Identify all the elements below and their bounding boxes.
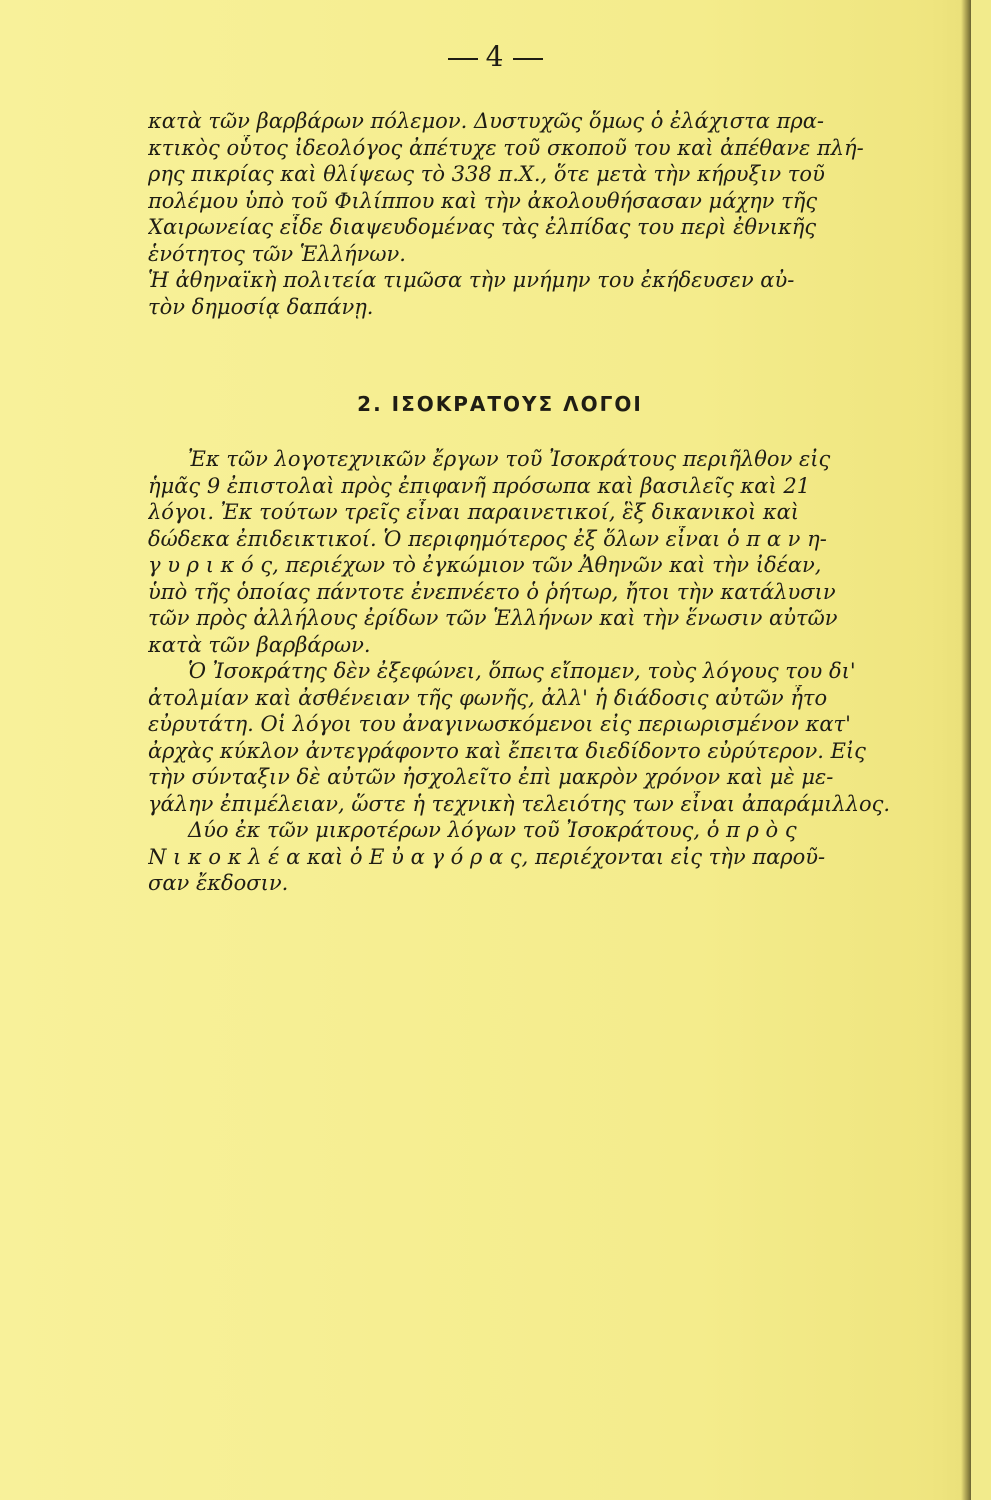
text-line: γ υ ρ ι κ ό ς, περιέχων τὸ ἐγκώμιον τῶν Ἀθηνῶν καὶ τὴν ἰδέαν,: [148, 553, 822, 577]
text-line: Χαιρωνείας εἶδε διαψευδομένας τὰς ἐλπίδας του περὶ ἐθνικῆς: [148, 215, 817, 239]
opening-text-block: [148, 108, 908, 320]
text-line: ἡμᾶς 9 ἐπιστολαὶ πρὸς ἐπιφανῆ πρόσωπα καὶ βασιλεῖς καὶ 21: [148, 473, 811, 498]
text-line: Δύο ἐκ τῶν μικροτέρων λόγων τοῦ Ἰσοκράτους, ὁ π ρ ὸ ς: [188, 818, 797, 842]
text-line: κτικὸς οὗτος ἰδεολόγος ἀπέτυχε τοῦ σκοποῦ του καὶ ἀπέθανε πλή-: [148, 135, 864, 160]
text-line: σαν ἔκδοσιν.: [148, 871, 289, 895]
paragraph: [148, 267, 908, 320]
text-line: κατὰ τῶν βαρβάρων πόλεμον. Δυστυχῶς ὅμως ὁ ἐλάχιστα πρα-: [148, 109, 824, 133]
text-line: πολέμου ὑπὸ τοῦ Φιλίππου καὶ τὴν ἀκολουθήσασαν μάχην τῆς: [148, 188, 818, 213]
section-heading: 2. ΙΣΟΚΡΑΤΟΥΣ ΛΟΓΟΙ: [357, 392, 643, 416]
left-dash: [448, 58, 478, 60]
page-number: [0, 40, 991, 73]
text-line: εὐρυτάτη. Οἱ λόγοι του ἀναγινωσκόμενοι εἰς περιωρισμένον κατ': [148, 712, 851, 736]
text-line: ἑνότητος τῶν Ἑλλήνων.: [148, 241, 406, 266]
text-line: τῶν πρὸς ἀλλήλους ἐρίδων τῶν Ἑλλήνων καὶ τὴν ἕνωσιν αὐτῶν: [148, 606, 838, 630]
page-number-value: 4: [485, 40, 506, 73]
paragraph: [148, 446, 908, 658]
paragraph: [148, 658, 908, 817]
text-line: ἀρχὰς κύκλον ἀντεγράφοντο καὶ ἔπειτα διεδίδοντο εὐρύτερον. Εἰς: [148, 738, 866, 763]
right-dash: [513, 58, 543, 60]
text-line: ὑπὸ τῆς ὁποίας πάντοτε ἐνεπνέετο ὁ ῥήτωρ, ἤτοι τὴν κατάλυσιν: [148, 579, 836, 604]
text-line: Ἡ ἀθηναϊκὴ πολιτεία τιμῶσα τὴν μνήμην του ἐκήδευσεν αὐ-: [148, 268, 795, 292]
text-line: ρης πικρίας καὶ θλίψεως τὸ 338 π.Χ., ὅτε μετὰ τὴν κήρυξιν τοῦ: [148, 162, 825, 186]
text-line: κατὰ τῶν βαρβάρων.: [148, 632, 371, 657]
text-line: Ν ι κ ο κ λ έ α καὶ ὁ Ε ὐ α γ ό ρ α ς, περιέχονται εἰς τὴν παροῦ-: [148, 844, 826, 869]
text-line: λόγοι. Ἐκ τούτων τρεῖς εἶναι παραινετικοί, ἓξ δικανικοὶ καὶ: [148, 500, 800, 524]
text-line: ἀτολμίαν καὶ ἀσθένειαν τῆς φωνῆς, ἀλλ' ἡ διάδοσις αὐτῶν ἦτο: [148, 685, 828, 710]
text-line: τὴν σύνταξιν δὲ αὐτῶν ἠσχολεῖτο ἐπὶ μακρὸν χρόνον καὶ μὲ με-: [148, 765, 834, 789]
section-text-block: [148, 446, 908, 897]
text-line: Ὁ Ἰσοκράτης δὲν ἐξεφώνει, ὅπως εἴπομεν, τοὺς λόγους του δι': [188, 659, 856, 683]
text-line: τὸν δημοσίᾳ δαπάνῃ.: [148, 294, 374, 319]
text-line: δώδεκα ἐπιδεικτικοί. Ὁ περιφημότερος ἐξ ὅλων εἶναι ὁ π α ν η-: [148, 526, 827, 551]
text-line: γάλην ἐπιμέλειαν, ὥστε ἡ τεχνικὴ τελειότης των εἶναι ἀπαράμιλλος.: [148, 791, 891, 816]
paragraph: [148, 817, 908, 897]
adjacent-page-edge: [971, 0, 991, 1500]
text-line: Ἐκ τῶν λογοτεχνικῶν ἔργων τοῦ Ἰσοκράτους περιῆλθον εἰς: [188, 447, 831, 471]
binding-gutter-shadow: [961, 0, 971, 1500]
paragraph: [148, 108, 908, 267]
